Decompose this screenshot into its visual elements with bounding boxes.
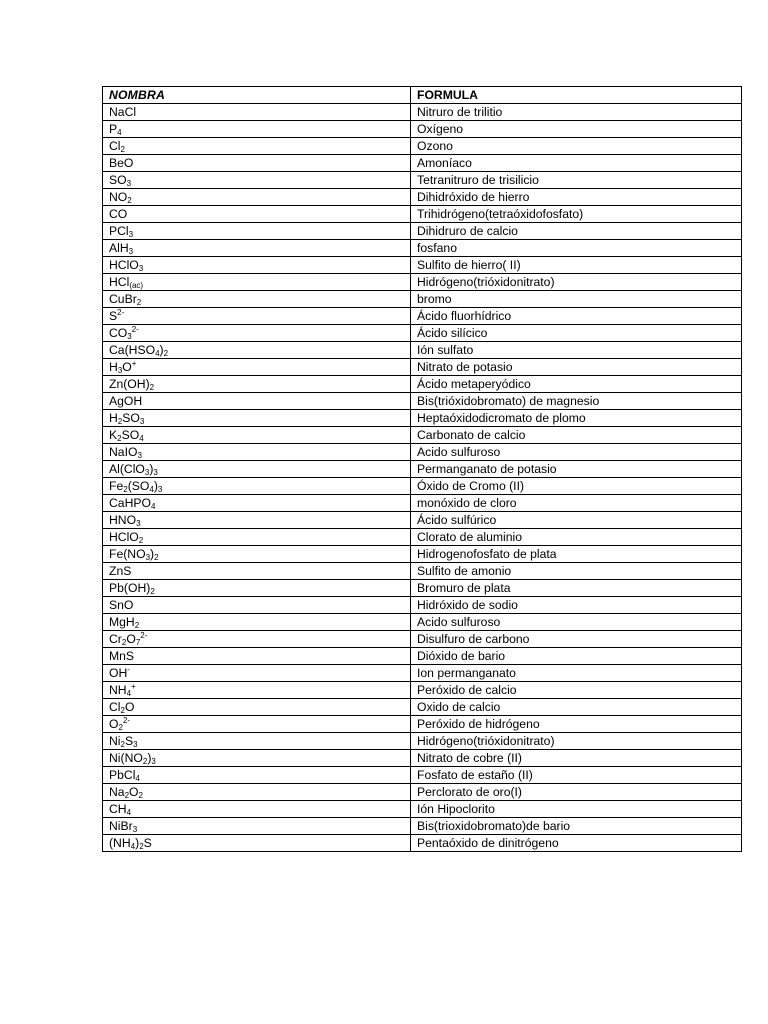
table-row xyxy=(103,563,742,580)
cell-formula: Amoníaco xyxy=(411,155,742,172)
table-row xyxy=(103,597,742,614)
cell-formula: Óxido de Cromo (II) xyxy=(411,478,742,495)
cell-formula: Bromuro de plata xyxy=(411,580,742,597)
cell-formula: Tetranitruro de trisilicio xyxy=(411,172,742,189)
cell-formula: Dióxido de bario xyxy=(411,648,742,665)
cell-formula: monóxido de cloro xyxy=(411,495,742,512)
cell-nombre: $Zn(OH)_2$ xyxy=(103,376,411,393)
table-row xyxy=(103,767,742,784)
cell-formula: Nitrato de potasio xyxy=(411,359,742,376)
cell-nombre: BeO xyxy=(103,155,411,172)
cell-nombre: MgH$_2$ xyxy=(103,614,411,631)
cell-nombre: $Fe(NO_3)_2$ xyxy=(103,546,411,563)
cell-nombre: $Ca(HSO_4)_2$ xyxy=(103,342,411,359)
cell-formula: Bis(trioxidobromato)de bario xyxy=(411,818,742,835)
table-row xyxy=(103,155,742,172)
cell-nombre: CO xyxy=(103,206,411,223)
chemistry-nomenclature-table xyxy=(102,86,742,852)
cell-nombre: $H_2SO_3$ xyxy=(103,410,411,427)
cell-nombre: NaIO$_3$ xyxy=(103,444,411,461)
header-formula: FORMULA xyxy=(411,87,742,104)
table-row xyxy=(103,257,742,274)
cell-formula: Ion permanganato xyxy=(411,665,742,682)
table-row xyxy=(103,733,742,750)
table-body xyxy=(103,104,742,852)
cell-formula: Clorato de aluminio xyxy=(411,529,742,546)
table-row xyxy=(103,580,742,597)
cell-nombre: $Pb(OH)_2$ xyxy=(103,580,411,597)
table-row xyxy=(103,410,742,427)
cell-formula: Ácido sulfúrico xyxy=(411,512,742,529)
cell-formula: Heptaóxidodicromato de plomo xyxy=(411,410,742,427)
cell-nombre: $HNO_3$ xyxy=(103,512,411,529)
table-row xyxy=(103,325,742,342)
cell-nombre: $CH_4$ xyxy=(103,801,411,818)
cell-formula: Hidrógeno(trióxidonitrato) xyxy=(411,733,742,750)
cell-formula: Ácido silícico xyxy=(411,325,742,342)
table-row xyxy=(103,274,742,291)
table-row xyxy=(103,444,742,461)
cell-nombre: $Cr_2O_7^{2-}$ xyxy=(103,631,411,648)
cell-formula: Nitrato de cobre (II) xyxy=(411,750,742,767)
table-row xyxy=(103,461,742,478)
cell-formula: Hidrógeno(trióxidonitrato) xyxy=(411,274,742,291)
table-row xyxy=(103,784,742,801)
cell-formula: Bis(trióxidobromato) de magnesio xyxy=(411,393,742,410)
table-row xyxy=(103,121,742,138)
table-row xyxy=(103,801,742,818)
cell-formula: Ión sulfato xyxy=(411,342,742,359)
table-row xyxy=(103,631,742,648)
table-row xyxy=(103,393,742,410)
cell-formula: Sulfito de hierro( II) xyxy=(411,257,742,274)
table-row xyxy=(103,240,742,257)
table-row xyxy=(103,682,742,699)
cell-nombre: $(NH_4)_2S$ xyxy=(103,835,411,852)
cell-formula: Peróxido de calcio xyxy=(411,682,742,699)
cell-nombre: HClO$_3$ xyxy=(103,257,411,274)
table-row xyxy=(103,104,742,121)
cell-nombre: $H_3O^+$ xyxy=(103,359,411,376)
cell-nombre: $K_2SO_4$ xyxy=(103,427,411,444)
cell-nombre: $P_4$ xyxy=(103,121,411,138)
table-row xyxy=(103,665,742,682)
cell-nombre: $Ni(NO_2)_3$ xyxy=(103,750,411,767)
cell-nombre: SnO xyxy=(103,597,411,614)
cell-nombre: $Al(ClO_3)_3$ xyxy=(103,461,411,478)
table-row xyxy=(103,614,742,631)
table-row xyxy=(103,546,742,563)
table-row xyxy=(103,478,742,495)
cell-nombre: AlH$_3$ xyxy=(103,240,411,257)
cell-nombre: $Cl_2O$ xyxy=(103,699,411,716)
cell-nombre: $NH_4^+$ xyxy=(103,682,411,699)
cell-formula: Dihidruro de calcio xyxy=(411,223,742,240)
cell-formula: Sulfito de amonio xyxy=(411,563,742,580)
cell-formula: Ácido fluorhídrico xyxy=(411,308,742,325)
table-row xyxy=(103,818,742,835)
cell-nombre: $NO_2$ xyxy=(103,189,411,206)
table-row xyxy=(103,291,742,308)
cell-formula: Acido sulfuroso xyxy=(411,444,742,461)
cell-formula: Trihidrógeno(tetraóxidofosfato) xyxy=(411,206,742,223)
cell-nombre: $SO_3$ xyxy=(103,172,411,189)
cell-nombre: $Fe_2(SO_4)_3$ xyxy=(103,478,411,495)
cell-nombre: PbCl$_4$ xyxy=(103,767,411,784)
cell-nombre: NiBr$_3$ xyxy=(103,818,411,835)
cell-nombre: $Cl_2$ xyxy=(103,138,411,155)
table-row xyxy=(103,699,742,716)
cell-formula: Fosfato de estaño (II) xyxy=(411,767,742,784)
cell-nombre: CuBr$_2$ xyxy=(103,291,411,308)
cell-formula: Oxido de calcio xyxy=(411,699,742,716)
cell-formula: bromo xyxy=(411,291,742,308)
cell-formula: Carbonato de calcio xyxy=(411,427,742,444)
cell-nombre: OH- xyxy=(103,665,411,682)
table-row xyxy=(103,495,742,512)
cell-nombre: PCl$_3$ xyxy=(103,223,411,240)
table-row xyxy=(103,206,742,223)
table-row xyxy=(103,835,742,852)
cell-formula: Perclorato de oro(I) xyxy=(411,784,742,801)
table-row xyxy=(103,750,742,767)
table-row xyxy=(103,716,742,733)
cell-nombre: CaHPO$_4$ xyxy=(103,495,411,512)
cell-formula: Hidrogenofosfato de plata xyxy=(411,546,742,563)
table-row xyxy=(103,308,742,325)
table-row xyxy=(103,427,742,444)
cell-nombre: $S^{2-}$ xyxy=(103,308,411,325)
cell-formula: Acido sulfuroso xyxy=(411,614,742,631)
cell-nombre: HCl$_{(ac)}$ xyxy=(103,274,411,291)
table-row xyxy=(103,512,742,529)
table-row xyxy=(103,376,742,393)
header-nombre: NOMBRA xyxy=(103,87,411,104)
table-header-row xyxy=(103,87,742,104)
cell-nombre: $CO_3^{2-}$ xyxy=(103,325,411,342)
cell-formula: Nitruro de trilitio xyxy=(411,104,742,121)
cell-formula: Ozono xyxy=(411,138,742,155)
cell-formula: Oxígeno xyxy=(411,121,742,138)
cell-formula: fosfano xyxy=(411,240,742,257)
table-row xyxy=(103,342,742,359)
cell-formula: Dihidróxido de hierro xyxy=(411,189,742,206)
table-row xyxy=(103,529,742,546)
cell-formula: Permanganato de potasio xyxy=(411,461,742,478)
cell-nombre: $Na_2O_2$ xyxy=(103,784,411,801)
cell-nombre: HClO$_2$ xyxy=(103,529,411,546)
cell-formula: Hidróxido de sodio xyxy=(411,597,742,614)
cell-nombre: ZnS xyxy=(103,563,411,580)
table-row xyxy=(103,172,742,189)
table-row xyxy=(103,648,742,665)
cell-formula: Ión Hipoclorito xyxy=(411,801,742,818)
table-row xyxy=(103,223,742,240)
cell-nombre: MnS xyxy=(103,648,411,665)
cell-nombre: AgOH xyxy=(103,393,411,410)
cell-nombre: $Ni_2S_3$ xyxy=(103,733,411,750)
cell-formula: Pentaóxido de dinitrógeno xyxy=(411,835,742,852)
cell-formula: Disulfuro de carbono xyxy=(411,631,742,648)
cell-formula: Peróxido de hidrógeno xyxy=(411,716,742,733)
table-row xyxy=(103,138,742,155)
table-row xyxy=(103,189,742,206)
cell-nombre: NaCl xyxy=(103,104,411,121)
cell-formula: Ácido metaperyódico xyxy=(411,376,742,393)
table-row xyxy=(103,359,742,376)
cell-nombre: $O_2^{2-}$ xyxy=(103,716,411,733)
